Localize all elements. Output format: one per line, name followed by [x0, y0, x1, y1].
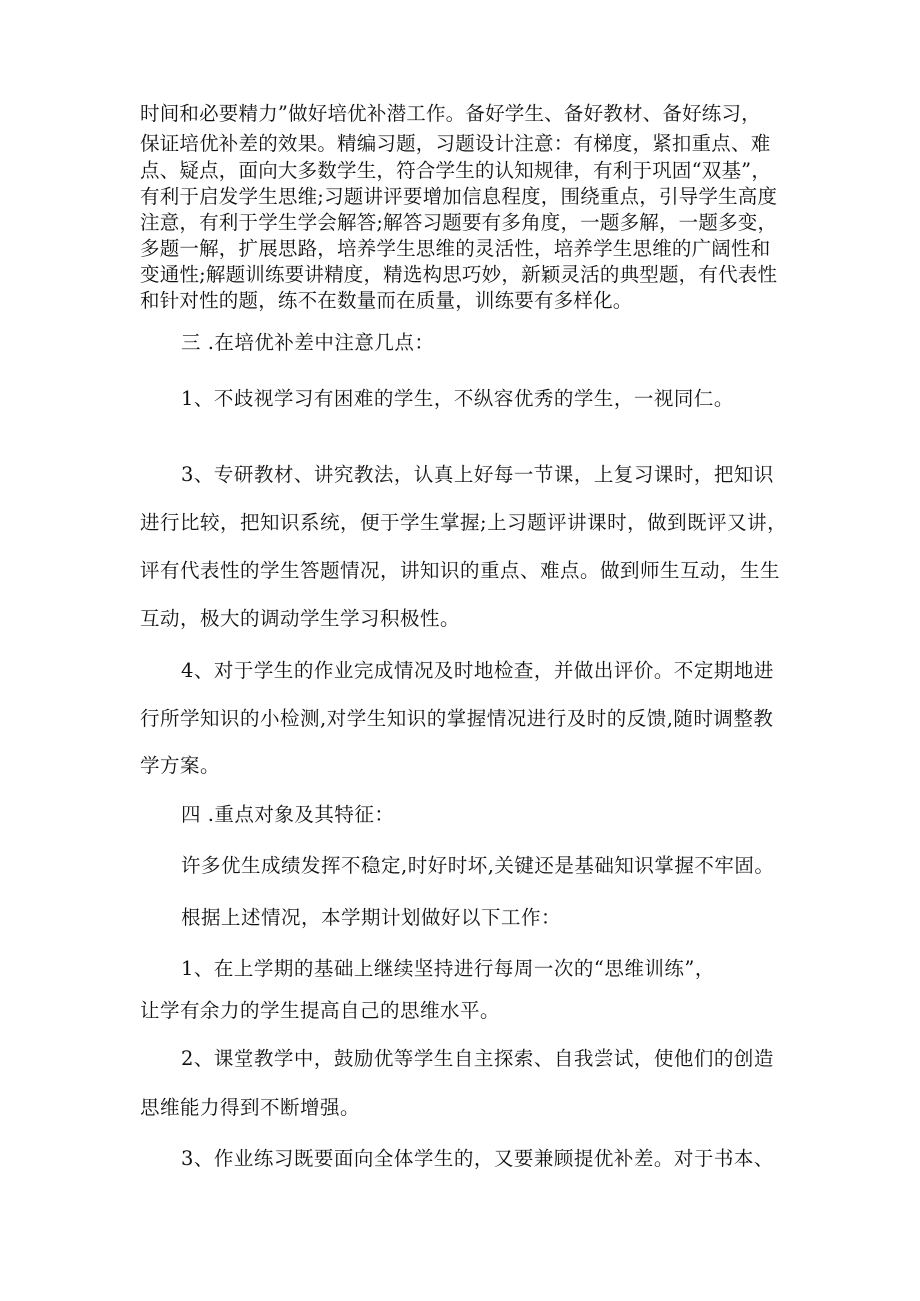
list-item-4-line: 学方案。 [140, 754, 221, 777]
plan-item-1-line: 让学有余力的学生提高自己的思维水平。 [140, 999, 501, 1022]
list-item-4-line: 行所学知识的小检测,对学生知识的掌握情况进行及时的反馈,随时调整教 [140, 707, 774, 730]
list-item-3-line: 进行比较，把知识系统，便于学生掌握;上习题评讲课时，做到既评又讲， [140, 511, 788, 534]
paragraph-line: 变通性;解题训练要讲精度，精选构思巧妙，新颖灵活的典型题，有代表性 [140, 263, 778, 286]
plan-item-3-line: 3、作业练习既要面向全体学生的，又要兼顾提优补差。对于书本、 [181, 1147, 774, 1170]
paragraph-line: 和针对性的题，练不在数量而在质量，训练要有多样化。 [140, 289, 633, 312]
paragraph-line: 时间和必要精力”做好培优补潜工作。备好学生、备好教材、备好练习， [140, 102, 761, 125]
paragraph-plan: 根据上述情况，本学期计划做好以下工作： [181, 906, 562, 929]
paragraph-line: 注意，有利于学生学会解答;解答习题要有多角度，一题多解，一题多变， [140, 211, 778, 234]
paragraph-line: 多题一解，扩展思路，培养学生思维的灵活性，培养学生思维的广阔性和 [140, 237, 771, 260]
list-item-3-line: 互动，极大的调动学生学习积极性。 [140, 607, 461, 630]
paragraph-line: 点、疑点，面向大多数学生，符合学生的认知规律，有利于巩固“双基”， [140, 159, 772, 182]
plan-item-2-line: 2、课堂教学中，鼓励优等学生自主探索、自我尝试，使他们的创造 [181, 1047, 774, 1070]
paragraph-line: 有利于启发学生思维;习题讲评要增加信息程度，围绕重点，引导学生高度 [140, 185, 778, 208]
plan-item-1-line: 1、在上学期的基础上继续坚持进行每周一次的“思维训练”， [181, 957, 715, 980]
paragraph-unstable: 许多优生成绩发挥不稳定,时好时坏,关键还是基础知识掌握不牢固。 [181, 854, 775, 877]
list-item-3-line: 评有代表性的学生答题情况，讲知识的重点、难点。做到师生互动，生生 [140, 559, 781, 582]
section-heading-4: 四 .重点对象及其特征： [181, 803, 395, 826]
list-item-4-line: 4、对于学生的作业完成情况及时地检查，并做出评价。不定期地进 [181, 659, 774, 682]
list-item-1: 1、不歧视学习有困难的学生，不纵容优秀的学生，一视同仁。 [181, 387, 734, 410]
paragraph-line: 保证培优补差的效果。精编习题，习题设计注意：有梯度，紧扣重点、难 [140, 132, 771, 155]
section-heading-3: 三 .在培优补差中注意几点： [181, 331, 435, 354]
list-item-3-line: 3、专研教材、讲究教法，认真上好每一节课，上复习课时，把知识 [181, 463, 774, 486]
plan-item-2-line: 思维能力得到不断增强。 [140, 1096, 361, 1119]
